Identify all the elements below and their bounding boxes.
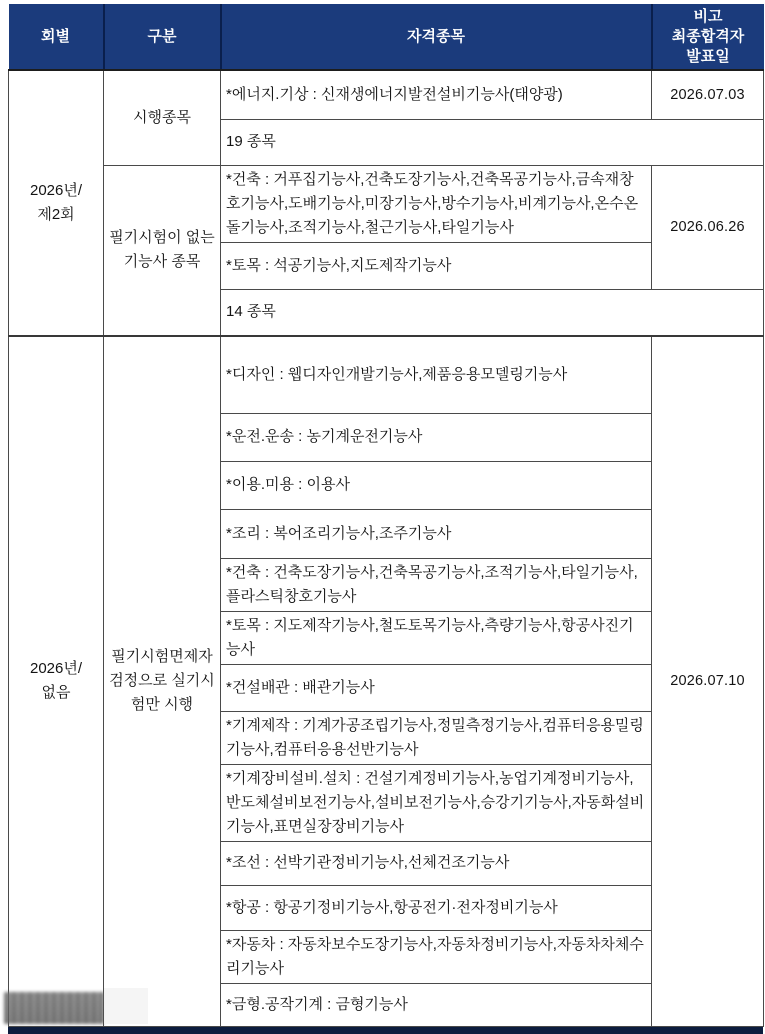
- cell-category-no-written-exam: 필기시험이 없는 기능사 종목: [104, 165, 221, 336]
- exam-schedule-table: [8, 4, 764, 1027]
- cell-qualification-equipment: *기계장비설비.설치 : 건설기계정비기능사,농업기계정비기능사,반도체설비보전기능사,설비보전기능사,승강기기능사,자동화설비기능사,표면실장장비기능사: [221, 764, 652, 841]
- cell-qualification-automotive: *자동차 : 자동차보수도장기능사,자동차정비기능사,자동차차체수리기능사: [221, 930, 652, 983]
- cell-qualification-civil2: *토목 : 지도제작기능사,철도토목기능사,측량기능사,항공사진기능사: [221, 611, 652, 664]
- header-row: [9, 4, 764, 70]
- cell-session-2026-2: [9, 70, 104, 336]
- cell-category-implemented: 시행종목: [104, 70, 221, 165]
- table-row: [9, 70, 764, 119]
- header-remarks-line1: 비고: [693, 7, 723, 25]
- cell-qualification-architecture: *건축 : 건축도장기능사,건축목공기능사,조적기능사,타일기능사,플라스틱창호기능사: [221, 558, 652, 611]
- cell-qualification-machining: *기계제작 : 기계가공조립기능사,정밀측정기능사,컴퓨터응용밀링기능사,컴퓨터응용선반기능사: [221, 711, 652, 764]
- header-label-category: 구분: [147, 27, 177, 45]
- cell-qualification-driving: *운전.운송 : 농기계운전기능사: [221, 413, 652, 461]
- watermark-artifact-2: [104, 988, 148, 1024]
- header-cell-remarks: [652, 4, 764, 70]
- cell-count-19: 19 종목: [221, 119, 764, 165]
- cell-qualification-energy: *에너지.기상 : 신재생에너지발전설비기능사(태양광): [221, 70, 652, 119]
- session-line1: 2026년/: [29, 182, 83, 199]
- cell-date-20260703: 2026.07.03: [652, 70, 764, 119]
- session-line1: 2026년/: [29, 660, 83, 678]
- header-remarks-line2: 최종합격자: [671, 27, 745, 45]
- cell-qualification-barber: *이용.미용 : 이용사: [221, 461, 652, 509]
- cell-count-14: 14 종목: [221, 289, 764, 336]
- header-label-session: 회별: [41, 27, 70, 45]
- table-bottom-border-bar: [8, 1027, 763, 1034]
- cell-session-2026-none: [9, 336, 104, 1026]
- cell-qualification-construction: *건축 : 거푸집기능사,건축도장기능사,건축목공기능사,금속재창호기능사,도배기능사,미장기능사,방수기능사,비계기능사,온수온돌기능사,조적기능사,철근기능사,타일기능사: [221, 165, 652, 242]
- cell-category-written-exempt: 필기시험면제자 검정으로 실기시험만 시행: [104, 336, 221, 1026]
- header-cell-category: [104, 4, 221, 70]
- cell-qualification-piping: *건설배관 : 배관기능사: [221, 664, 652, 711]
- cell-qualification-mold: *금형.공작기계 : 금형기능사: [221, 983, 652, 1026]
- header-label-qualification: 자격종목: [407, 27, 465, 45]
- exam-schedule-table-wrap: [8, 4, 763, 1034]
- header-remarks-line3: 발표일: [686, 47, 730, 65]
- cell-qualification-design: *디자인 : 웹디자인개발기능사,제품응용모델링기능사: [221, 336, 652, 413]
- cell-qualification-civil: *토목 : 석공기능사,지도제작기능사: [221, 242, 652, 289]
- table-row: [9, 336, 764, 413]
- header-cell-session: [9, 4, 104, 70]
- header-cell-qualification: [221, 4, 652, 70]
- cell-date-20260626: 2026.06.26: [652, 165, 764, 289]
- cell-qualification-shipbuilding: *조선 : 선박기관정비기능사,선체건조기능사: [221, 841, 652, 885]
- cell-date-20260710: 2026.07.10: [652, 336, 764, 1026]
- session-line2: 없음: [41, 684, 71, 702]
- cell-qualification-cooking: *조리 : 복어조리기능사,조주기능사: [221, 509, 652, 558]
- watermark-artifact: [4, 992, 104, 1024]
- cell-qualification-aviation: *항공 : 항공기정비기능사,항공전기·전자정비기능사: [221, 885, 652, 930]
- table-row: [9, 165, 764, 242]
- session-line2: 제2회: [37, 206, 75, 223]
